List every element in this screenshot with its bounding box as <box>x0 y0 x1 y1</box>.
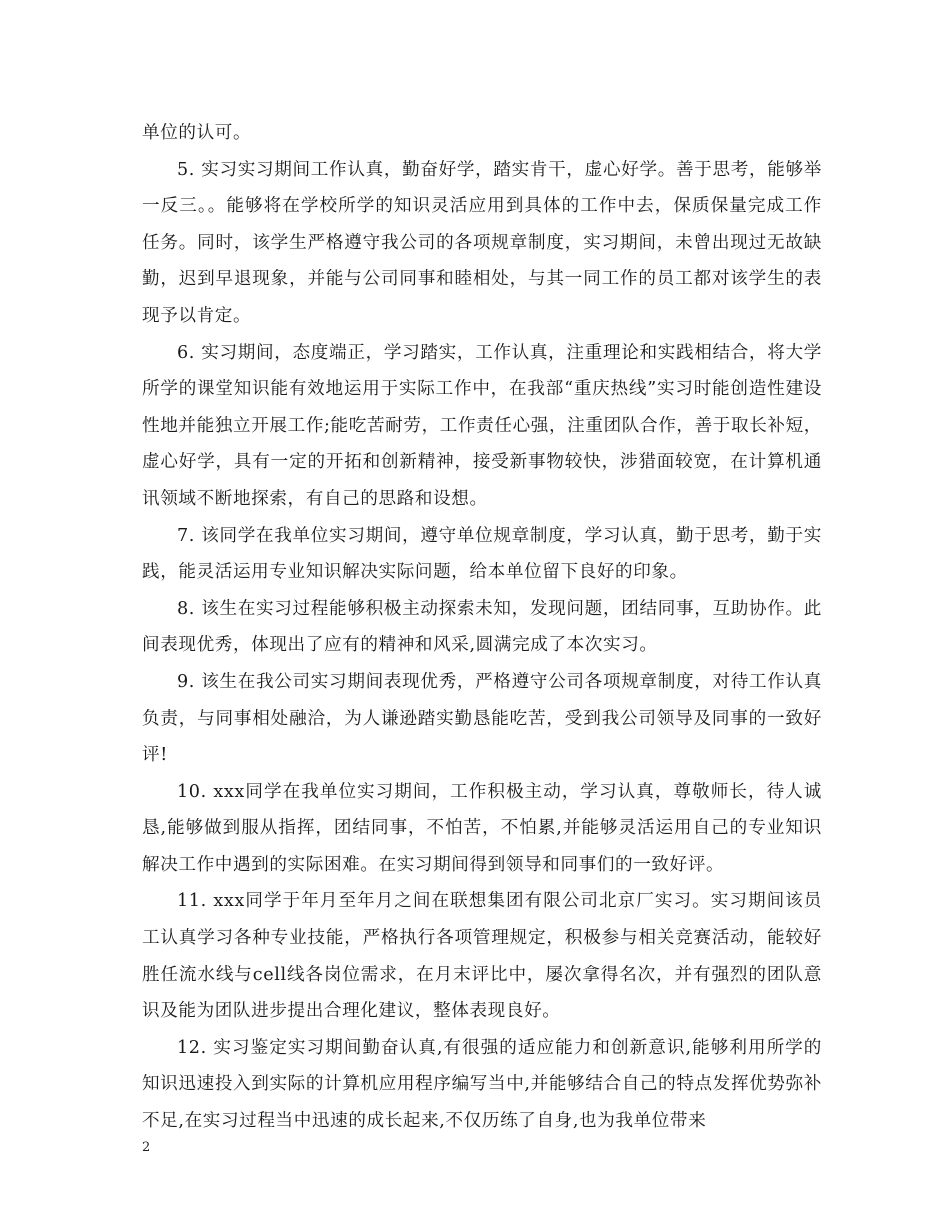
document-body <box>142 115 822 1140</box>
paragraph-5: 9. 该生在我公司实习期间表现优秀，严格遵守公司各项规章制度，对待工作认真负责，与同事相处融洽，为人谦逊踏实勤恳能吃苦，受到我公司领导及同事的一致好评! <box>142 671 822 766</box>
paragraph-1: 5. 实习实习期间工作认真，勤奋好学，踏实肯干，虚心好学。善于思考，能够举一反三。。能够将在学校所学的知识灵活应用到具体的工作中去，保质保量完成工作任务。同时，该学生严格遵守我公司的各项规章制度，实习期间，未曾出现过无故缺勤，迟到早退现象，并能与公司同事和睦相处，与其一同工作的员工都对该学生的表现予以肯定。 <box>142 159 822 326</box>
paragraph-8: 12. 实习鉴定实习期间勤奋认真,有很强的适应能力和创新意识,能够利用所学的知识迅速投入到实际的计算机应用程序编写当中,并能够结合自己的特点发挥优势弥补不足,在实习过程当中迅速的成长起来,不仅历练了自身,也为我单位带来 <box>142 1037 822 1132</box>
paragraph-0: 单位的认可。 <box>142 123 252 143</box>
paragraph-7: 11. xxx同学于年月至年月之间在联想集团有限公司北京厂实习。实习期间该员工认真学习各种专业技能，严格执行各项管理规定，积极参与相关竞赛活动，能较好胜任流水线与cell线各岗位需求，在月末评比中，屡次拿得名次，并有强烈的团队意识及能为团队进步提出合理化建议，整体表现良好。 <box>142 891 822 1022</box>
paragraph-4: 8. 该生在实习过程能够积极主动探索未知，发现问题，团结同事，互助协作。此间表现优秀，体现出了应有的精神和风采,圆满完成了本次实习。 <box>142 598 822 656</box>
page-number: 2 <box>142 1140 151 1155</box>
paragraph-6: 10. xxx同学在我单位实习期间，工作积极主动，学习认真，尊敬师长，待人诚恳,能够做到服从指挥，团结同事，不怕苦，不怕累,并能够灵活运用自己的专业知识解决工作中遇到的实际困难。在实习期间得到领导和同事们的一致好评。 <box>142 781 822 875</box>
paragraph-3: 7. 该同学在我单位实习期间，遵守单位规章制度，学习认真，勤于思考，勤于实践，能灵活运用专业知识解决实际问题，给本单位留下良好的印象。 <box>142 525 822 583</box>
paragraph-2: 6. 实习期间，态度端正，学习踏实，工作认真，注重理论和实践相结合，将大学所学的课堂知识能有效地运用于实际工作中，在我部“重庆热线”实习时能创造性建设性地并能独立开展工作;能吃苦耐劳，工作责任心强，注重团队合作，善于取长补短，虚心好学，具有一定的开拓和创新精神，接受新事物较快，涉猎面较宽，在计算机通讯领域不断地探索，有自己的思路和设想。 <box>142 342 822 509</box>
